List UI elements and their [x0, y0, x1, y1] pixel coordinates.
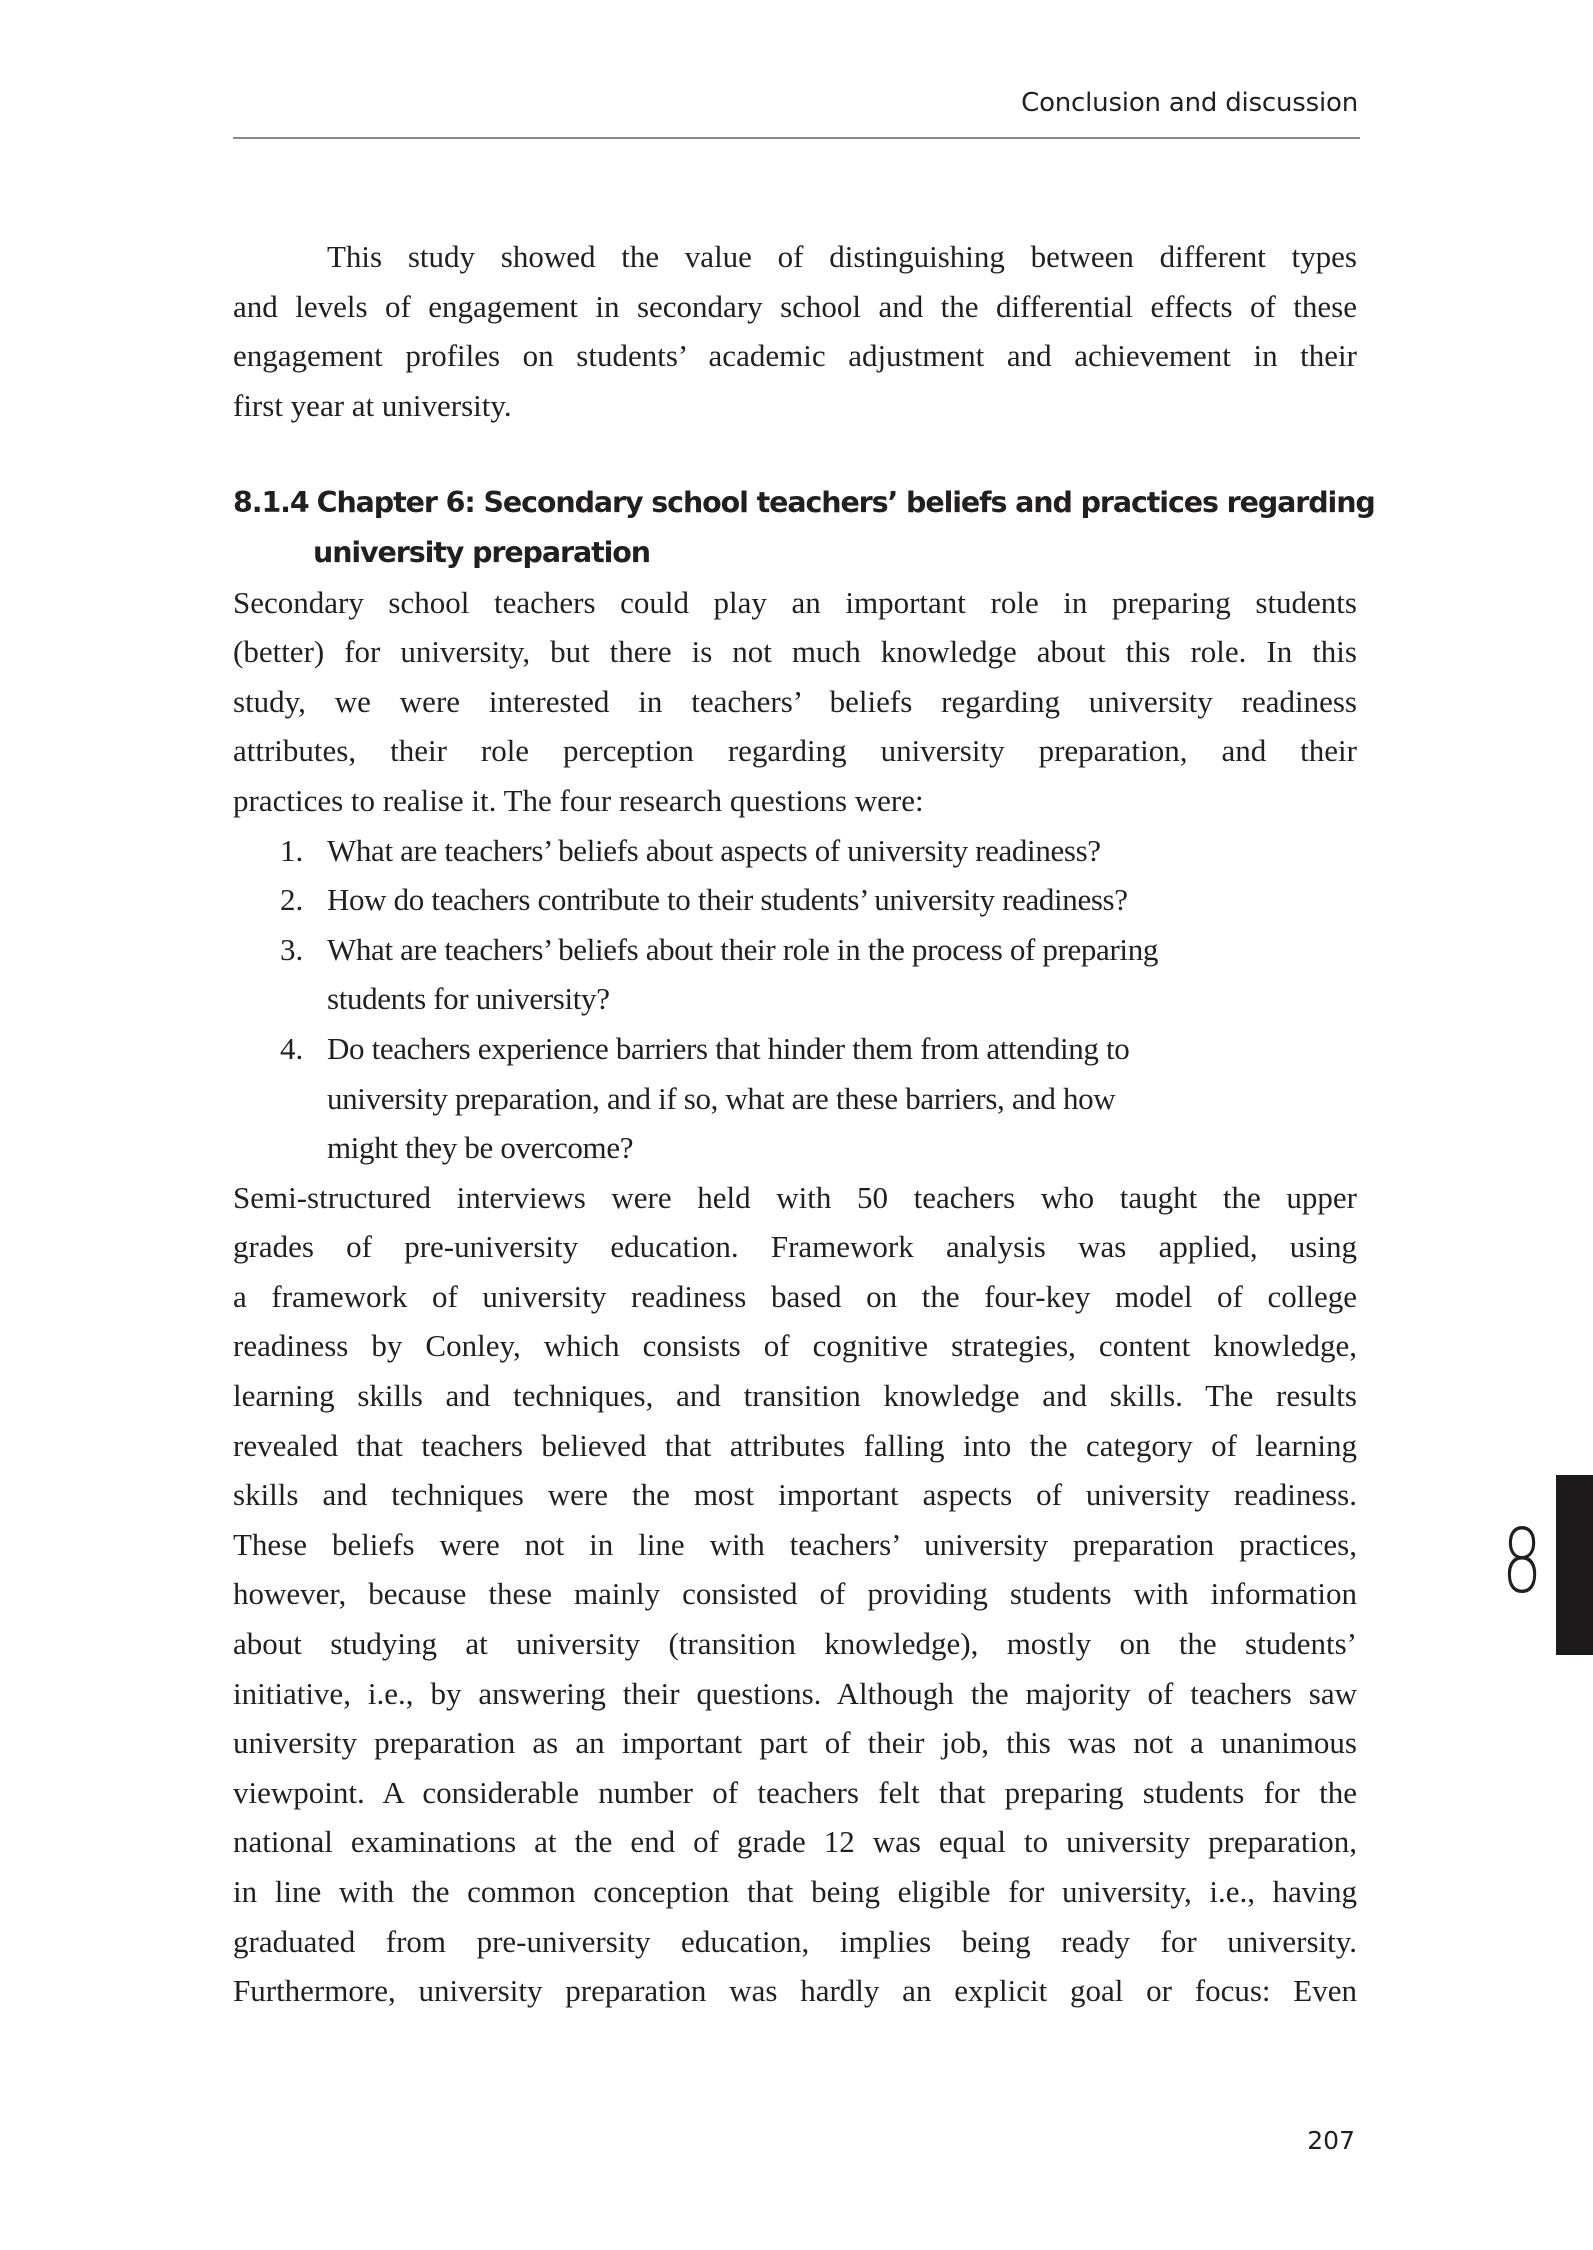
- paragraph-line: engagement profiles on students’ academic adjustment and achievement in their: [233, 338, 1357, 374]
- section-heading: [233, 478, 1375, 577]
- paragraph-line: readiness by Conley, which consists of cognitive strategies, content knowledge,: [233, 1328, 1357, 1364]
- paragraph-line: revealed that teachers believed that attributes falling into the category of learning: [233, 1427, 1357, 1463]
- paragraph-line: skills and techniques were the most important aspects of university readiness.: [233, 1477, 1357, 1513]
- list-number: 1.: [280, 832, 304, 868]
- header-rule: [233, 137, 1360, 139]
- list-line: students for university?: [327, 981, 610, 1017]
- paragraph-line: This study showed the value of distinguishing between different types: [327, 239, 1357, 274]
- intro-paragraph: [233, 232, 1357, 430]
- list-item: [233, 1024, 1357, 1173]
- list-line: university preparation, and if so, what are these barriers, and how: [327, 1080, 1116, 1116]
- list-item: [233, 925, 1357, 1024]
- paragraph-line: about studying at university (transition knowledge), mostly on the students’: [233, 1626, 1357, 1662]
- paragraph-line: practices to realise it. The four research questions were:: [233, 782, 924, 818]
- paragraph-line: learning skills and techniques, and transition knowledge and skills. The results: [233, 1378, 1357, 1414]
- paragraph-line: however, because these mainly consisted of providing students with information: [233, 1576, 1357, 1612]
- list-line: What are teachers’ beliefs about their role in the process of preparing: [327, 931, 1158, 967]
- paragraph-line: Semi-structured interviews were held with 50 teachers who taught the upper: [233, 1179, 1357, 1215]
- list-line: What are teachers’ beliefs about aspects of university readiness?: [327, 832, 1101, 868]
- page-number: 207: [1307, 2126, 1355, 2155]
- paragraph-line: (better) for university, but there is not much knowledge about this role. In this: [233, 634, 1357, 670]
- paragraph-line: and levels of engagement in secondary school and the differential effects of these: [233, 288, 1357, 324]
- paragraph-line: study, we were interested in teachers’ beliefs regarding university readiness: [233, 683, 1357, 719]
- paragraph-line: graduated from pre-university education, implies being ready for university.: [233, 1923, 1357, 1959]
- paragraph-line: first year at university.: [233, 387, 512, 423]
- running-header-title: Conclusion and discussion: [1021, 88, 1358, 118]
- section-title-continued: university preparation: [313, 535, 650, 569]
- chapter-tab-number: 8: [1501, 1510, 1543, 1613]
- research-questions-list: [233, 826, 1357, 1173]
- paragraph-line: grades of pre-university education. Framework analysis was applied, using: [233, 1229, 1357, 1265]
- section-heading-line: [233, 478, 1375, 528]
- paragraph-line: viewpoint. A considerable number of teachers felt that preparing students for the: [233, 1774, 1357, 1810]
- chapter-thumb-tab: [1556, 1475, 1593, 1655]
- section-title: Chapter 6: Secondary school teachers’ beliefs and practices regarding: [316, 486, 1375, 520]
- list-number: 3.: [280, 931, 304, 967]
- paragraph-line: in line with the common conception that being eligible for university, i.e., having: [233, 1874, 1357, 1909]
- paragraph-line: Furthermore, university preparation was hardly an explicit goal or focus: Even: [233, 1973, 1357, 2009]
- paragraph-line: initiative, i.e., by answering their questions. Although the majority of teachers saw: [233, 1675, 1357, 1711]
- list-line: might they be overcome?: [327, 1130, 634, 1166]
- paragraph-line: a framework of university readiness based on the four-key model of college: [233, 1278, 1357, 1314]
- page-body: [233, 232, 1375, 2016]
- findings-paragraph: [233, 1173, 1357, 2016]
- list-number: 4.: [280, 1030, 304, 1066]
- section-intro-paragraph: [233, 578, 1357, 826]
- paragraph-line: Secondary school teachers could play an important role in preparing students: [233, 584, 1357, 620]
- list-item: [233, 875, 1357, 925]
- list-line: How do teachers contribute to their students’ university readiness?: [327, 882, 1128, 918]
- section-heading-line: [233, 528, 1357, 578]
- section-number: 8.1.4: [233, 486, 309, 520]
- paragraph-line: national examinations at the end of grade 12 was equal to university preparation,: [233, 1824, 1357, 1860]
- paragraph-line: These beliefs were not in line with teachers’ university preparation practices,: [233, 1526, 1357, 1562]
- list-item: [233, 826, 1357, 876]
- paragraph-line: university preparation as an important part of their job, this was not a unanimous: [233, 1725, 1357, 1761]
- list-number: 2.: [280, 882, 304, 918]
- list-line: Do teachers experience barriers that hinder them from attending to: [327, 1030, 1130, 1066]
- paragraph-line: attributes, their role perception regarding university preparation, and their: [233, 733, 1357, 769]
